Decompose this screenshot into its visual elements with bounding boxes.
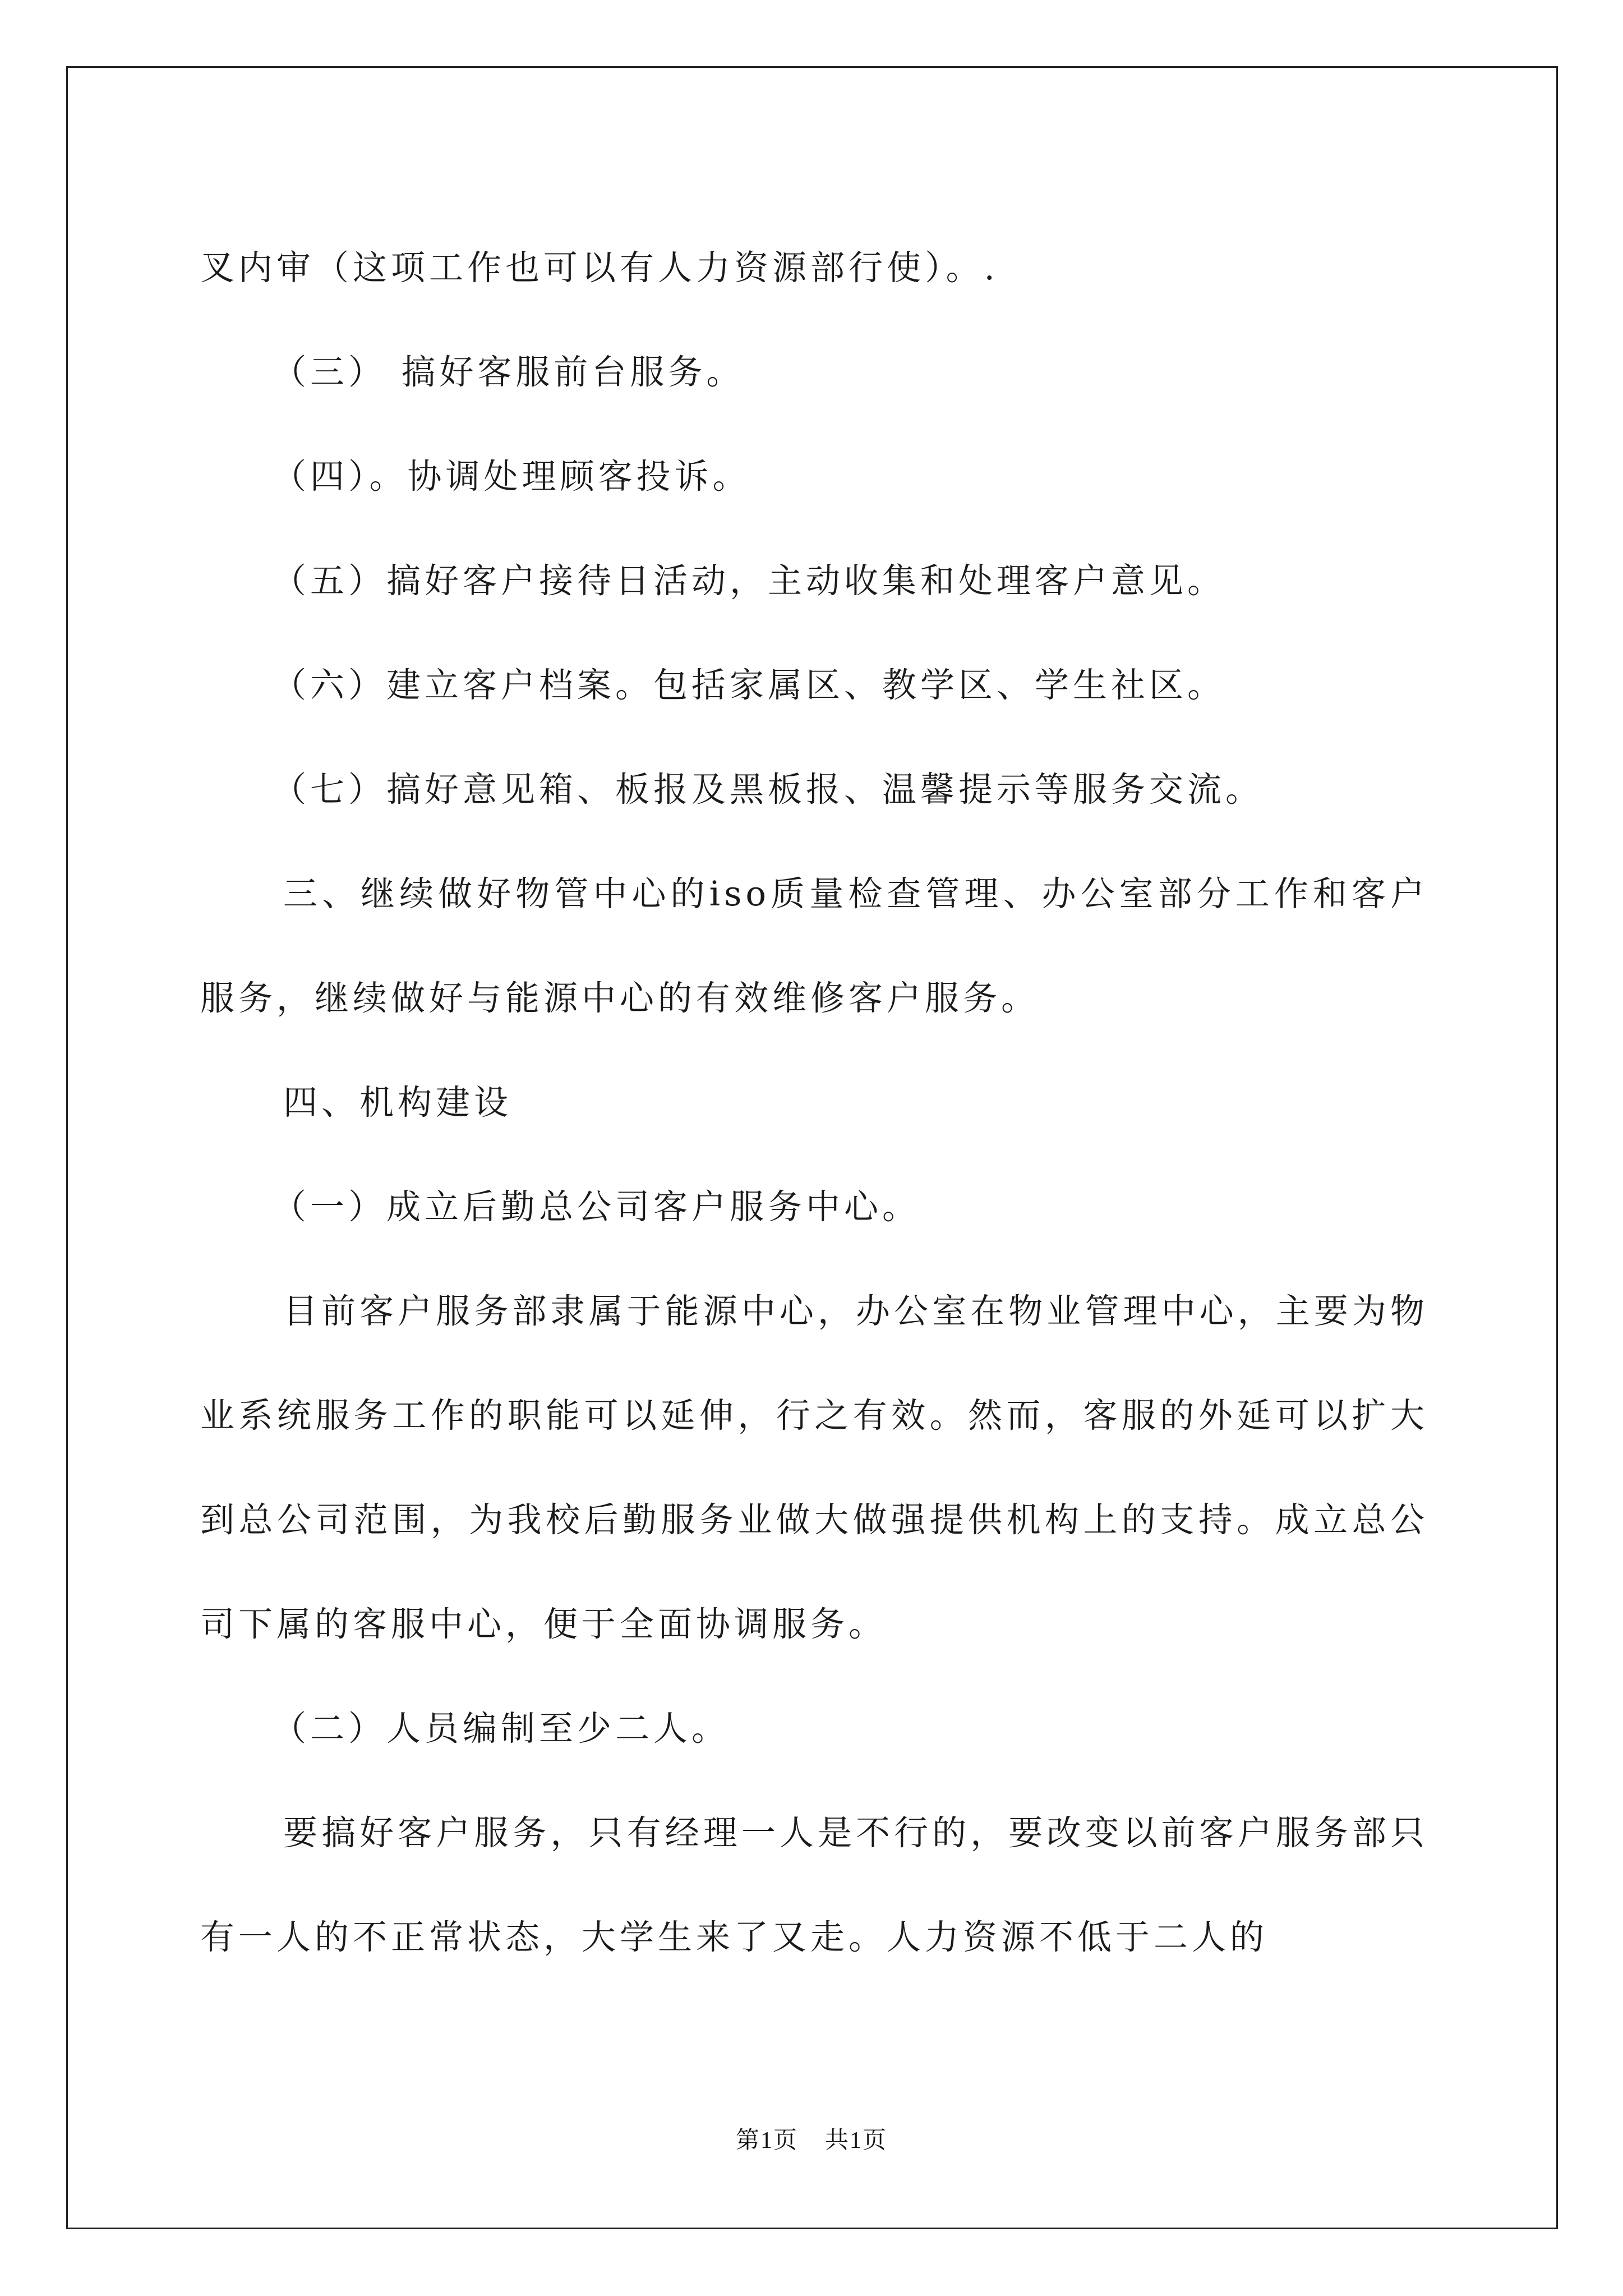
paragraph-internal-audit: 叉内审（这项工作也可以有人力资源部行使）。. — [200, 248, 999, 288]
paragraph-item-5: （五）搞好客户接待日活动，主动收集和处理客户意见。 — [272, 561, 1226, 601]
paragraph-subitem-1: （一）成立后勤总公司客户服务中心。 — [272, 1187, 921, 1227]
document-body — [200, 216, 1428, 1990]
page-footer — [0, 2122, 1623, 2155]
paragraph-item-6: （六）建立客户档案。包括家属区、教学区、学生社区。 — [272, 665, 1226, 705]
paragraph-service-center: 目前客户服务部隶属于能源中心，办公室在物业管理中心，主要为物业系统服务工作的职能可以延伸，行之有效。然而，客服的外延可以扩大到总公司范围，为我校后勤服务业做大做强提供机构上的支持。成立总公司下属的客服中心，便于全面协调服务。 — [200, 1291, 1428, 1644]
page-number-current: 第1页 — [735, 2128, 798, 2154]
paragraph-item-4: （四）。协调处理顾客投诉。 — [272, 457, 751, 496]
page-number-total: 共1页 — [825, 2128, 888, 2154]
paragraph-item-7: （七）搞好意见箱、板报及黑板报、温馨提示等服务交流。 — [272, 770, 1264, 809]
paragraph-staffing: 要搞好客户服务，只有经理一人是不行的，要改变以前客户服务部只有一人的不正常状态，大学生来了又走。人力资源不低于二人的 — [200, 1813, 1428, 1957]
paragraph-section-3: 三、继续做好物管中心的iso质量检查管理、办公室部分工作和客户服务，继续做好与能源中心的有效维修客户服务。 — [200, 874, 1428, 1018]
paragraph-item-3: （三） 搞好客服前台服务。 — [272, 352, 745, 392]
paragraph-subitem-2: （二）人员编制至少二人。 — [272, 1709, 730, 1749]
section-heading-4: 四、机构建设 — [283, 1083, 513, 1122]
